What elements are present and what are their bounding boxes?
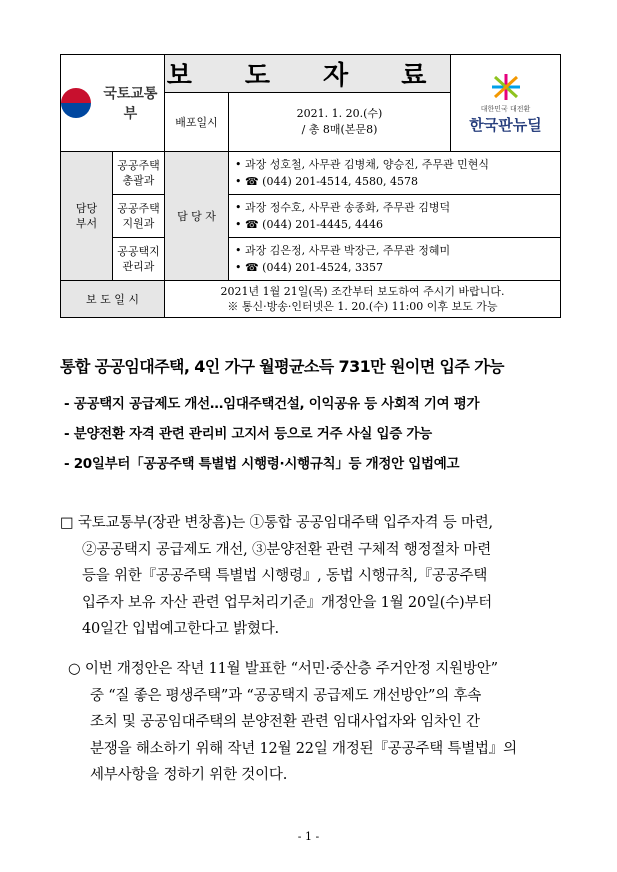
subhead-1: - 공공택지 공급제도 개선…임대주택건설, 이익공유 등 사회적 기여 평가 [64, 396, 480, 412]
release-date-value [229, 93, 451, 152]
paragraph-line: 등을 위한『공공주택 특별법 시행령』, 동법 시행규칙,『공공주택 [82, 568, 488, 584]
dept-name-line2: 지원과 [122, 217, 155, 230]
paragraph-line: 분쟁을 해소하기 위해 작년 12월 22일 개정된『공공주택 특별법』의 [90, 740, 517, 757]
dept-name-line1: 공공택지 [117, 245, 160, 258]
department-label-line1: 담당 [75, 202, 98, 215]
contact-names: • 과장 김은정, 사무관 박장근, 주무관 정혜미 [235, 244, 451, 257]
document-title: 보 도 자 료 [165, 55, 451, 93]
new-deal-star-icon [489, 72, 523, 102]
dept-land-management [113, 238, 165, 281]
paragraph-line: 중 “질 좋은 평생주택”과 “공공택지 공급제도 개선방안”의 후속 [90, 687, 482, 704]
paragraph-line: 입주자 보유 자산 관련 업무처리기준』개정안을 1월 20일(수)부터 [82, 594, 493, 611]
paragraph-line: 조치 및 공공임대주택의 분양전환 관련 임대사업자와 임차인 간 [90, 714, 480, 730]
dept-housing-general [113, 152, 165, 195]
embargo-label: 보 도 일 시 [61, 281, 165, 318]
paragraph-1 [60, 510, 493, 643]
paragraph-line: 세부사항을 정하기 위한 것이다. [90, 767, 288, 783]
department-label-line2: 부서 [75, 217, 98, 230]
subhead-2: - 분양전환 자격 관련 관리비 고지서 등으로 거주 사실 입증 가능 [64, 426, 432, 442]
embargo-line1: 2021년 1월 21일(목) 조간부터 보도하여 주시기 바랍니다. [220, 285, 505, 298]
taegeuk-emblem-icon [61, 88, 91, 118]
contact-phone: • ☎ (044) 201-4445, 4446 [235, 218, 383, 231]
contact-phone: • ☎ (044) 201-4514, 4580, 4578 [235, 175, 418, 188]
subhead-3: - 20일부터「공공주택 특별법 시행령·시행규칙」등 개정안 입법예고 [64, 456, 460, 472]
ministry-name: 국토교통부 [103, 86, 158, 122]
page-number: - 1 - [297, 830, 320, 843]
release-date-line1: 2021. 1. 20.(수) [296, 107, 383, 120]
new-deal-logo-cell [451, 55, 561, 152]
person-in-charge-label: 담 당 자 [165, 152, 229, 281]
paragraph-2 [68, 656, 517, 789]
paragraph-line: 40일간 입법예고한다고 밝혔다. [82, 621, 279, 637]
contact-names: • 과장 정수호, 사무관 송종화, 주무관 김병덕 [235, 201, 451, 214]
header-table [60, 54, 561, 318]
embargo-line2: ※ 통신·방송·인터넷은 1. 20.(수) 11:00 이후 보도 가능 [227, 300, 498, 313]
paragraph-line: ○ 이번 개정안은 작년 11월 발표한 “서민·중산층 주거안정 지원방안” [68, 661, 498, 677]
contact-row [229, 195, 561, 238]
dept-housing-support [113, 195, 165, 238]
brand-slogan: 대한민국 대전환 [480, 104, 531, 113]
paragraph-line: ②공공택지 공급제도 개선, ③분양전환 관련 구체적 행정절차 마련 [82, 541, 492, 558]
department-label [61, 152, 113, 281]
dept-name-line1: 공공주택 [117, 202, 160, 215]
release-date-label: 배포일시 [165, 93, 229, 152]
contact-phone: • ☎ (044) 201-4524, 3357 [235, 261, 383, 274]
paragraph-line: □ 국토교통부(장관 변창흠)는 ①통합 공공임대주택 입주자격 등 마련, [60, 515, 493, 531]
main-headline: 통합 공공임대주택, 4인 가구 월평균소득 731만 원이면 입주 가능 [60, 357, 504, 376]
dept-name-line1: 공공주택 [117, 159, 160, 172]
contact-row [229, 238, 561, 281]
brand-name: 한국판뉴딜 [469, 115, 542, 134]
release-date-line2: / 총 8매(본문8) [301, 123, 378, 136]
embargo-note [165, 281, 561, 318]
dept-name-line2: 총괄과 [122, 174, 155, 187]
contact-names: • 과장 성호철, 사무관 김병채, 양승진, 주무관 민현식 [235, 158, 489, 171]
contact-row [229, 152, 561, 195]
dept-name-line2: 관리과 [122, 260, 155, 273]
ministry-logo-cell [61, 55, 165, 152]
